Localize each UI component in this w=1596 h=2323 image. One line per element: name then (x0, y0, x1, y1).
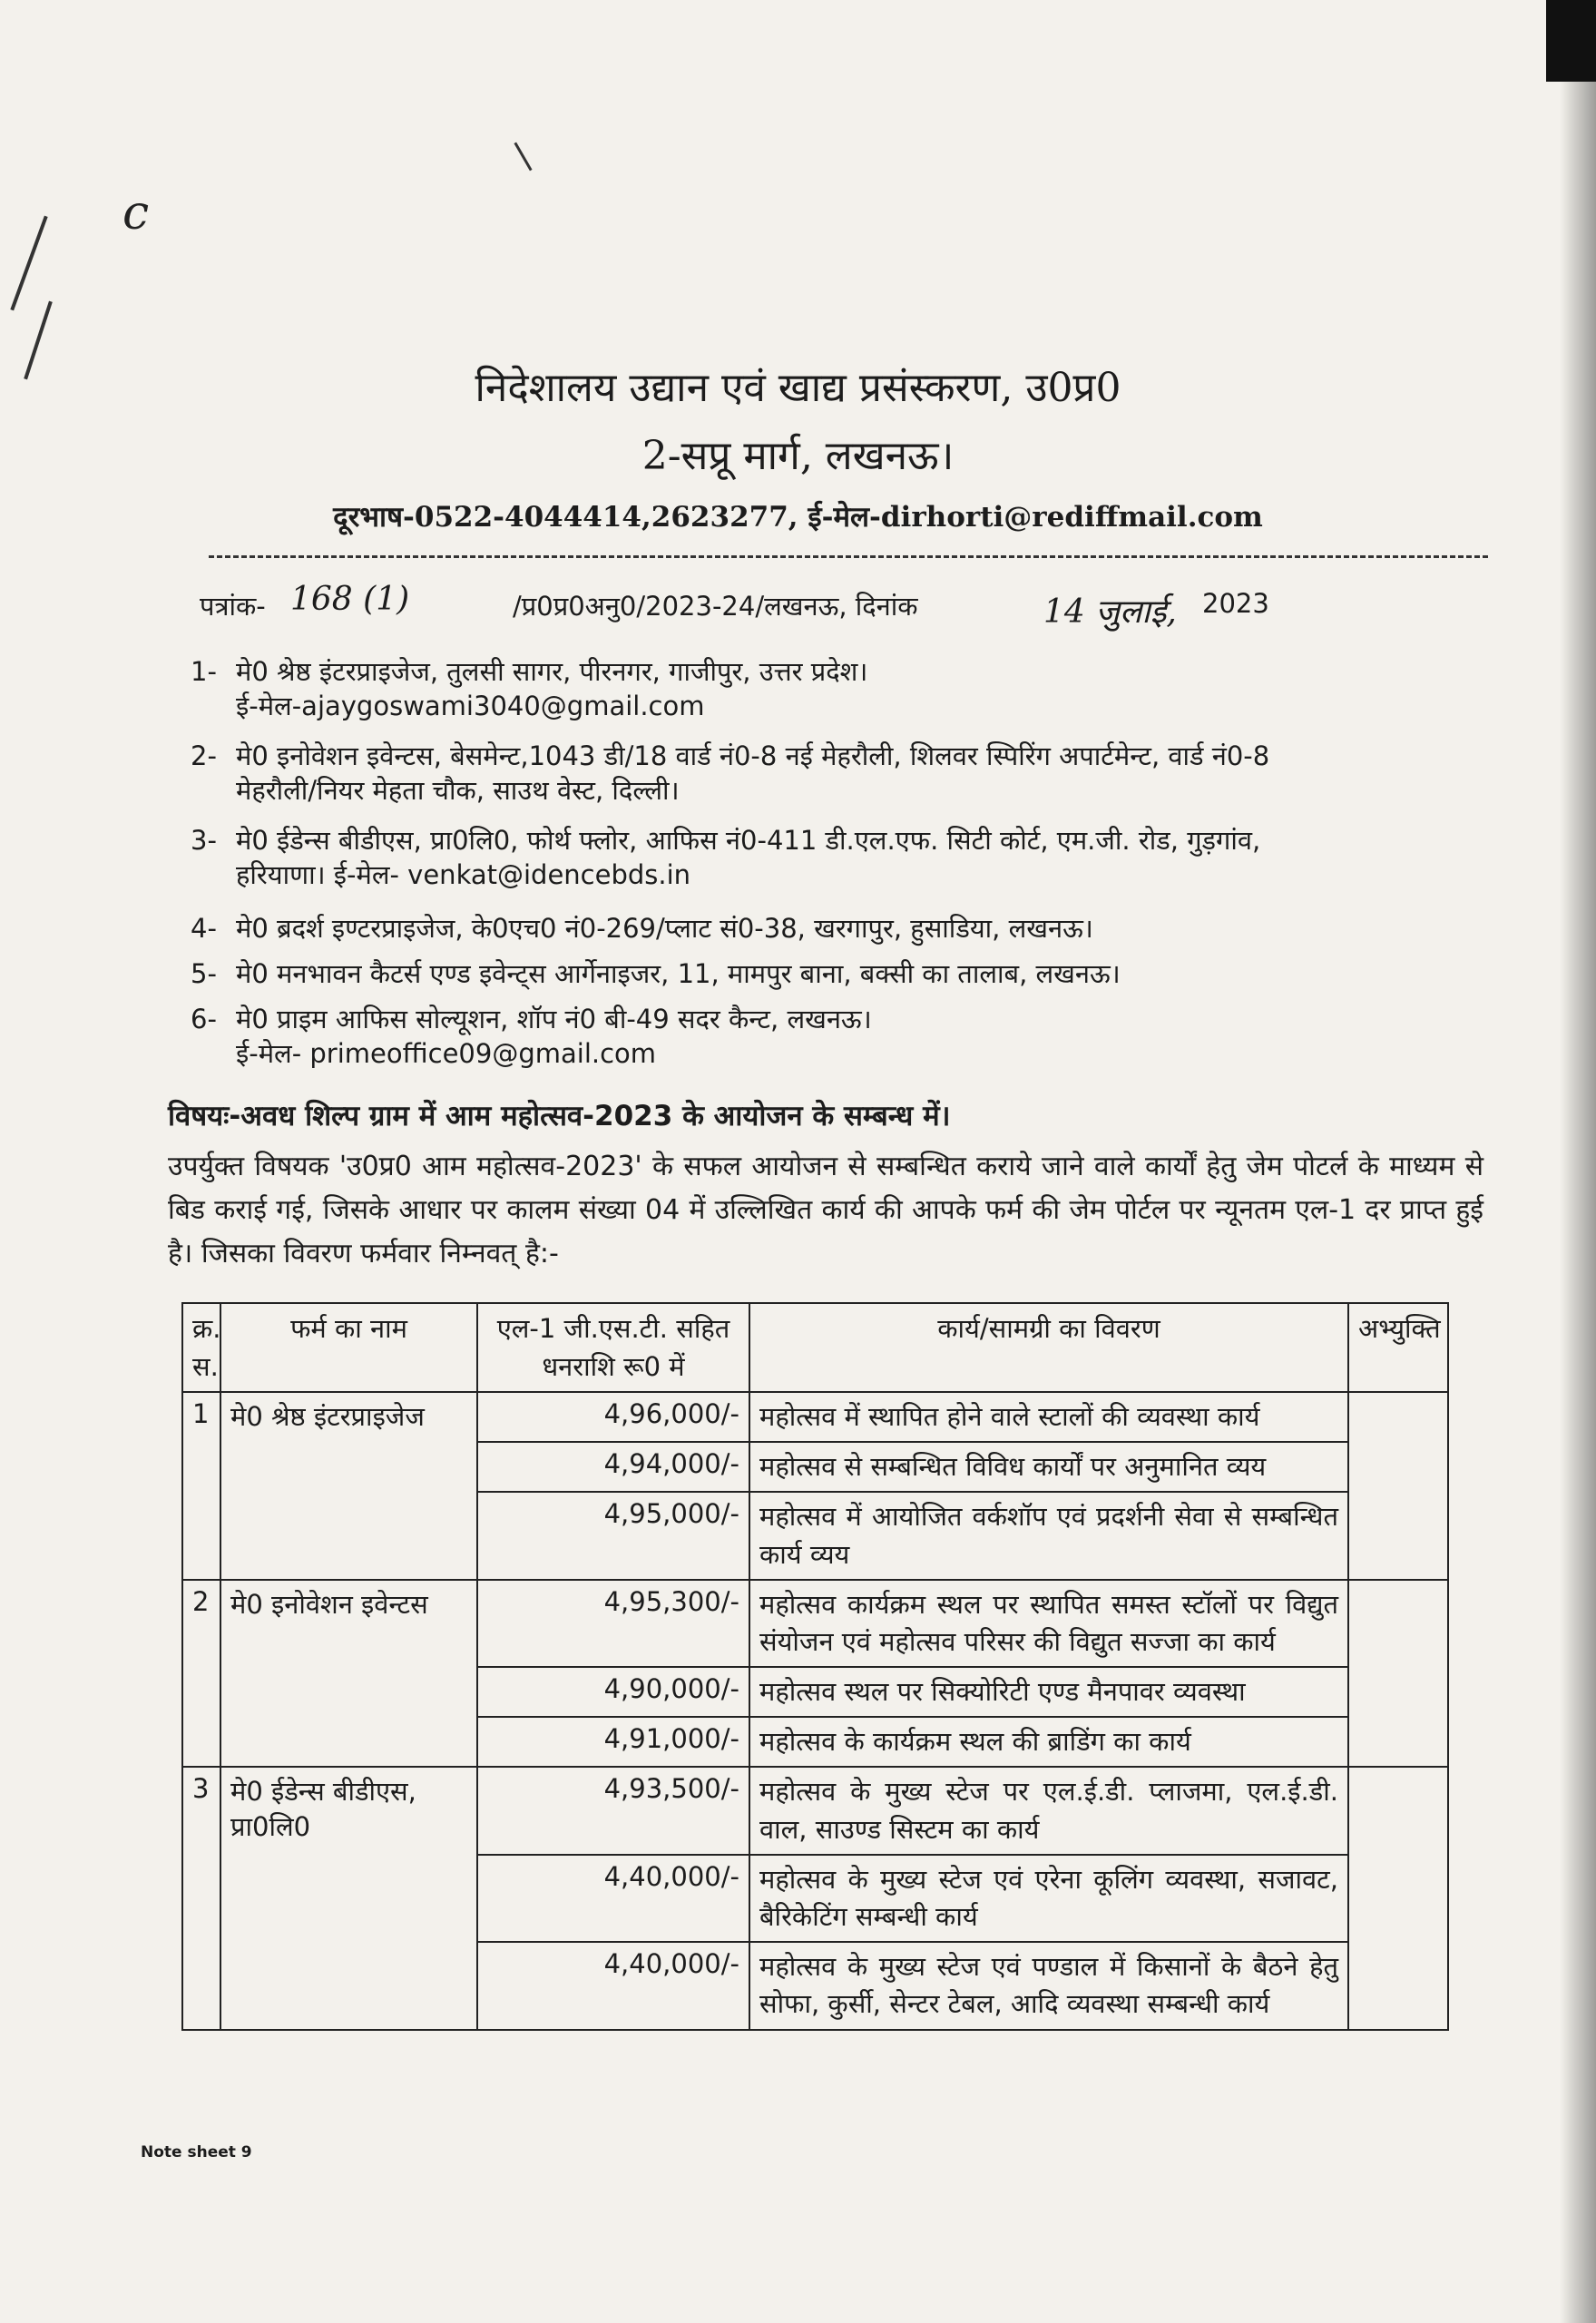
header-firm: फर्म का नाम (220, 1303, 477, 1392)
page-edge-shadow (1560, 0, 1596, 2323)
serial-cell: 2 (182, 1580, 220, 1768)
header-description: कार्य/सामग्री का विवरण (749, 1303, 1348, 1392)
serial-cell: 1 (182, 1392, 220, 1580)
remarks-cell (1348, 1580, 1448, 1768)
description-cell: महोत्सव के मुख्य स्टेज एवं पण्डाल में किसानों के बैठने हेतु सोफा, कुर्सी, सेन्टर टेबल, आदि व्यवस्था सम्बन्धी कार्य (749, 1942, 1348, 2029)
pen-mark (10, 216, 47, 311)
addressee-6: 6- मे0 प्राइम आफिस सोल्यूशन, शॉप नं0 बी-49 सदर कैन्ट, लखनऊ। ई-मेल- primeoffice09@gmail.com (191, 1004, 872, 1069)
description-cell: महोत्सव के मुख्य स्टेज पर एल.ई.डी. प्लाजमा, एल.ई.डी. वाल, साउण्ड सिस्टम का कार्य (749, 1767, 1348, 1854)
addressee-3: 3- मे0 ईडेन्स बीडीएस, प्रा0लि0, फोर्थ फ्लोर, आफिस नं0-411 डी.एल.एफ. सिटी कोर्ट, एम.जी. रोड, गुड़गांव, हरियाणा। ई-मेल- venkat@idencebds.in (191, 825, 1261, 890)
office-contact: दूरभाष-0522-4044414,2623277, ई-मेल-dirhorti@rediffmail.com (333, 501, 1263, 534)
remarks-cell (1348, 1392, 1448, 1580)
firm-table (181, 1302, 1449, 2031)
amount-cell: 4,95,000/- (477, 1492, 749, 1579)
description-cell: महोत्सव से सम्बन्धित विविध कार्यों पर अनुमानित व्यय (749, 1442, 1348, 1492)
ref-code: /प्र0प्र0अनु0/2023-24/लखनऊ, दिनांक (513, 591, 918, 622)
amount-cell: 4,95,300/- (477, 1580, 749, 1667)
footer-note: Note sheet 9 (141, 2143, 252, 2161)
firm-cell: मे0 ईडेन्स बीडीएस, प्रा0लि0 (220, 1767, 477, 2029)
body-paragraph: उपर्युक्त विषयक 'उ0प्र0 आम महोत्सव-2023' के सफल आयोजन से सम्बन्धित कराये जाने वाले कार्यों हेतु जेम पोटर्ल के माध्यम से बिड कराई गई, जिसके आधार पर कालम संख्या 04 में उल्लिखित कार्य की आपके फर्म की जेम पोर्टल पर न्यूनतम एल-1 दर प्राप्त हुई है। जिसका विवरण फर्मवार निम्नवत् है:- (168, 1151, 1483, 1269)
ref-year: 2023 (1202, 588, 1269, 619)
amount-cell: 4,40,000/- (477, 1942, 749, 2029)
ref-date (1043, 588, 1177, 632)
description-cell: महोत्सव में स्थापित होने वाले स्टालों की व्यवस्था कार्य (749, 1392, 1348, 1442)
serial-cell: 3 (182, 1767, 220, 2029)
header-remarks: अभ्युक्ति (1348, 1303, 1448, 1392)
remarks-cell (1348, 1767, 1448, 2029)
addressee-1: 1- मे0 श्रेष्ठ इंटरप्राइजेज, तुलसी सागर, पीरनगर, गाजीपुर, उत्तर प्रदेश। ई-मेल-ajaygoswami3040@gmail.com (191, 656, 868, 721)
firm-cell: मे0 श्रेष्ठ इंटरप्राइजेज (220, 1392, 477, 1580)
ref-label: पत्रांक- (200, 591, 266, 622)
header-amount: एल-1 जी.एस.टी. सहित धनराशि रू0 में (477, 1303, 749, 1392)
margin-note: c (122, 186, 150, 240)
amount-cell: 4,94,000/- (477, 1442, 749, 1492)
description-cell: महोत्सव के मुख्य स्टेज एवं एरेना कूलिंग व्यवस्था, सजावट, बैरिकेटिंग सम्बन्धी कार्य (749, 1855, 1348, 1942)
table-row (182, 1767, 1448, 1854)
description-cell: महोत्सव में आयोजित वर्कशॉप एवं प्रदर्शनी सेवा से सम्बन्धित कार्य व्यय (749, 1492, 1348, 1579)
description-cell: महोत्सव के कार्यक्रम स्थल की ब्राडिंग का कार्य (749, 1717, 1348, 1767)
amount-cell: 4,91,000/- (477, 1717, 749, 1767)
scan-corner (1546, 0, 1596, 82)
addressee-2: 2- मे0 इनोवेशन इवेन्टस, बेसमेन्ट,1043 डी/18 वार्ड नं0-8 नई मेहरौली, शिलवर स्पिरिंग अपार्टमेन्ट, वार्ड नं0-8 मेहरौली/नियर मेहता चौक, साउथ वेस्ट, दिल्ली। (191, 740, 1270, 806)
description-cell: महोत्सव कार्यक्रम स्थल पर स्थापित समस्त स्टॉलों पर विद्युत संयोजन एवं महोत्सव परिसर की विद्युत सज्जा का कार्य (749, 1580, 1348, 1667)
table-row (182, 1392, 1448, 1442)
header-serial: क्र. स. (182, 1303, 220, 1392)
amount-cell: 4,96,000/- (477, 1392, 749, 1442)
ref-date-day: 14 जुलाई, (1043, 593, 1177, 631)
table-header-row (182, 1303, 1448, 1392)
amount-cell: 4,40,000/- (477, 1855, 749, 1942)
addressee-5: 5- मे0 मनभावन कैटर्स एण्ड इवेन्ट्स आर्गेनाइजर, 11, मामपुर बाना, बक्सी का तालाब, लखनऊ। (191, 958, 1121, 989)
office-name: निदेशालय उद्यान एवं खाद्य प्रसंस्करण, उ0प्र0 (475, 365, 1121, 411)
subject-line: विषयः-अवध शिल्प ग्राम में आम महोत्सव-2023 के आयोजन के सम्बन्ध में। (168, 1100, 951, 1132)
ref-number: 168 (1) (290, 581, 410, 618)
pen-mark (514, 142, 532, 172)
separator-line (209, 555, 1488, 558)
amount-cell: 4,93,500/- (477, 1767, 749, 1854)
firm-cell: मे0 इनोवेशन इवेन्टस (220, 1580, 477, 1768)
table-row (182, 1580, 1448, 1667)
description-cell: महोत्सव स्थल पर सिक्योरिटी एण्ड मैनपावर व्यवस्था (749, 1667, 1348, 1717)
addressee-4: 4- मे0 ब्रदर्श इण्टरप्राइजेज, के0एच0 नं0-269/प्लाट सं0-38, खरगापुर, हुसाडिया, लखनऊ। (191, 913, 1093, 944)
office-address: 2-सप्रू मार्ग, लखनऊ। (641, 433, 955, 479)
amount-cell: 4,90,000/- (477, 1667, 749, 1717)
